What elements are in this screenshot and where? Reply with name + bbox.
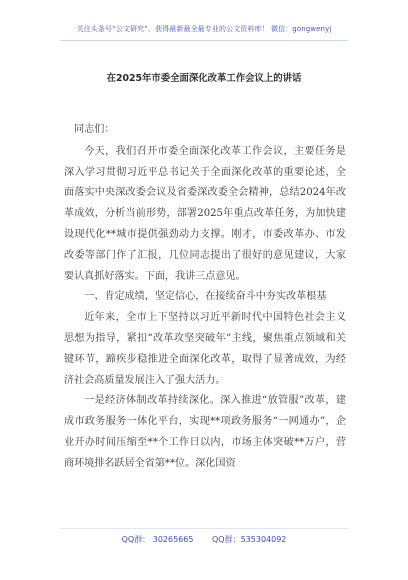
footer-divider [60,528,348,529]
section-heading-1: 一、肯定成绩，坚定信心，在接续奋斗中夯实改革根基 [84,291,327,303]
paragraph-economic-reform: 一是经济体制改革持续深化。深入推进“放管服”改革，建成市政务服务一体化平台，实现**项政务服务“一网通办”，企业开办时间压缩至**个工作日以内，市场主体突破**万户，营商环境排名跃居全省第**位。深化国资 [64,395,346,469]
document-body [64,120,346,475]
document-title: 在2025年市委全面深化改革工作会议上的讲话 [106,73,302,84]
header-watermark-note: 关注头条号“公文研究”，获得最新最全最专业的公文资料库！ 微信：gongwenyj [76,25,332,33]
salutation: 同志们： [74,124,115,135]
footer-qq-group-1: QQ群： 30265665 [121,535,194,544]
footer-qq-groups [0,534,408,545]
paragraph-achievements: 近年来，全市上下坚持以习近平新时代中国特色社会主义思想为指导，紧扣“改革攻坚突破年”主线，聚焦重点领域和关键环节，蹄疾步稳推进全面深化改革，取得了显著成效，为经济社会高质量发展注入了强大活力。 [64,312,346,386]
header-divider [60,40,348,41]
paragraph-intro: 今天，我们召开市委全面深化改革工作会议，主要任务是深入学习贯彻习近平总书记关于全面深化改革的重要论述，全面落实中央深改委会议及省委深改委全会精神，总结2024年改革成效，分析当前形势，部署2025年重点改革任务，为加快建设现代化**城市提供强劲动力支撑。刚才，市委改革办、市发改委等部门作了汇报，几位同志提出了很好的意见建议，大家要认真抓好落实。下面，我讲三点意见。 [64,145,346,282]
footer-qq-group-2: QQ群：535304092 [212,535,287,544]
